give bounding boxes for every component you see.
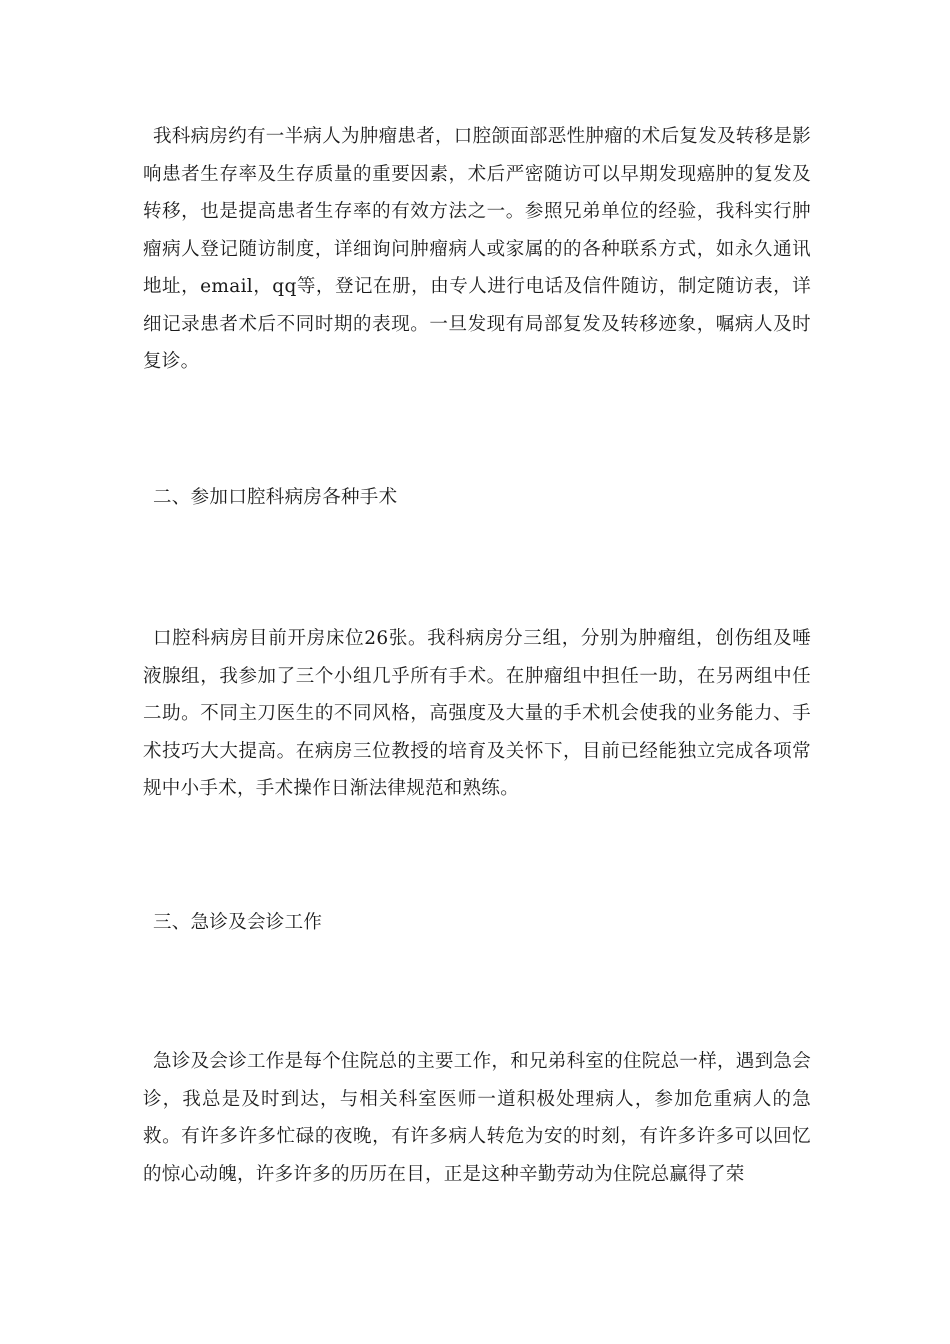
section-heading-emergency: 三、急诊及会诊工作: [153, 912, 323, 933]
paragraph-tumor-followup: 我科病房约有一半病人为肿瘤患者，口腔颌面部恶性肿瘤的术后复发及转移是影响患者生存率及生存质量的重要因素，术后严密随访可以早期发现癌肿的复发及转移，也是提高患者生存率的有效方法之一。参照兄弟单位的经验，我科实行肿瘤病人登记随访制度，详细询问肿瘤病人或家属的的各种联系方式，如永久通讯地址，email，qq等，登记在册，由专人进行电话及信件随访，制定随访表，详细记录患者术后不同时期的表现。一旦发现有局部复发及转移迹象，嘱病人及时复诊。: [143, 126, 812, 372]
paragraph-surgery: 口腔科病房目前开房床位26张。我科病房分三组，分别为肿瘤组，创伤组及唾液腺组，我参加了三个小组几乎所有手术。在肿瘤组中担任一助，在另两组中任二助。不同主刀医生的不同风格，高强度及大量的手术机会使我的业务能力、手术技巧大大提高。在病房三位教授的培育及关怀下，目前已经能独立完成各项常规中小手术，手术操作日渐法律规范和熟练。: [143, 628, 811, 799]
section-heading-surgery: 二、参加口腔科病房各种手术: [153, 487, 398, 508]
paragraph-emergency: 急诊及会诊工作是每个住院总的主要工作，和兄弟科室的住院总一样，遇到急会诊，我总是及时到达，与相关科室医师一道积极处理病人，参加危重病人的急救。有许多许多忙碌的夜晚，有许多病人转危为安的时刻，有许多许多可以回忆的惊心动魄，许多许多的历历在目，正是这种辛勤劳动为住院总赢得了荣: [143, 1051, 812, 1185]
